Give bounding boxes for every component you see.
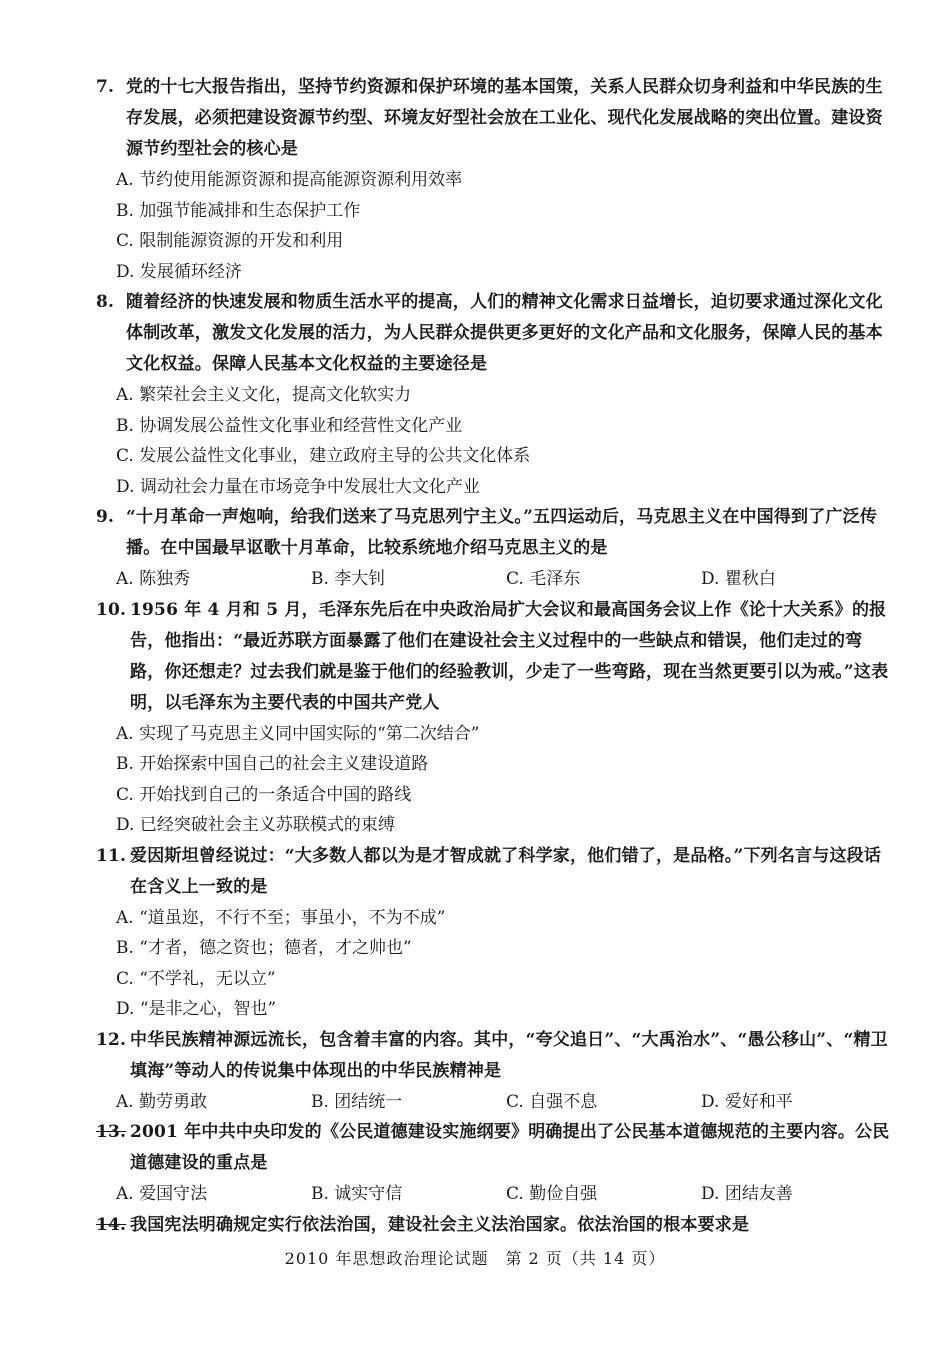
option-c[interactable]: C. 发展公益性文化事业，建立政府主导的公共文化体系 — [116, 446, 531, 466]
option-b[interactable]: B. 协调发展公益性文化事业和经营性文化产业 — [116, 415, 463, 436]
option-a[interactable]: A. 实现了马克思主义同中国实际的“第二次结合” — [116, 723, 480, 744]
page-footer: 2010 年思想政治理论试题 第 2 页（共 14 页） — [284, 1249, 666, 1268]
option-a[interactable]: A. “道虽迩，不行不至；事虽小，不为不成” — [116, 907, 446, 928]
option-c[interactable]: C. 毛泽东 — [506, 569, 581, 589]
question-text: 2001 年中共中央印发的《公民道德建设实施纲要》明确提出了公民基本道德规范的主要内容。公民道德建设的重点是 — [130, 1122, 890, 1173]
option-d[interactable]: D. 瞿秋白 — [701, 569, 776, 589]
question-12 — [96, 1025, 896, 1118]
option-list — [96, 903, 896, 1025]
option-a[interactable]: A. 节约使用能源资源和提高能源资源利用效率 — [116, 170, 463, 190]
question-number: 13. — [96, 1122, 127, 1142]
option-list — [96, 719, 896, 841]
option-b[interactable]: B. 李大钊 — [311, 569, 386, 589]
question-list — [96, 72, 896, 1241]
question-number: 12. — [96, 1029, 127, 1050]
option-b[interactable]: B. 团结统一 — [311, 1091, 403, 1112]
option-b[interactable]: B. 开始探索中国自己的社会主义建设道路 — [116, 754, 429, 774]
option-b[interactable]: B. “才者，德之资也；德者，才之帅也” — [116, 938, 412, 958]
question-text: “十月革命一声炮响，给我们送来了马克思列宁主义。”五四运动后，马克思主义在中国得到了广泛传播。在中国最早讴歌十月革命，比较系统地介绍马克思主义的是 — [126, 507, 878, 558]
option-b[interactable]: B. 诚实守信 — [311, 1184, 403, 1204]
question-13 — [96, 1117, 896, 1210]
question-14 — [96, 1210, 896, 1241]
question-text: 党的十七大报告指出，坚持节约资源和保护环境的基本国策，关系人民群众切身利益和中华民族的生存发展，必须把建设资源节约型、环境友好型社会放在工业化、现代化发展战略的突出位置。建设资源节约型社会的核心是 — [126, 77, 883, 159]
option-list — [96, 380, 896, 502]
question-stem — [96, 287, 896, 380]
question-11 — [96, 841, 896, 1025]
question-text: 爱因斯坦曾经说过：“大多数人都以为是才智成就了科学家，他们错了，是品格。”下列名言与这段话在含义上一致的是 — [130, 845, 882, 897]
question-number: 14. — [96, 1214, 127, 1235]
option-d[interactable]: D. “是非之心，智也” — [116, 999, 277, 1019]
option-d[interactable]: D. 已经突破社会主义苏联模式的束缚 — [116, 815, 395, 835]
question-number: 11. — [96, 845, 127, 866]
question-9 — [96, 502, 896, 595]
question-stem — [96, 595, 896, 719]
option-b[interactable]: B. 加强节能减排和生态保护工作 — [116, 200, 361, 221]
question-stem — [96, 1117, 896, 1179]
question-stem — [96, 502, 896, 564]
question-number: 10. — [96, 599, 127, 620]
question-text: 我国宪法明确规定实行依法治国，建设社会主义法治国家。依法治国的根本要求是 — [130, 1214, 750, 1235]
question-stem — [96, 1210, 896, 1241]
option-d[interactable]: D. 团结友善 — [701, 1184, 793, 1204]
question-7 — [96, 72, 896, 287]
question-10 — [96, 595, 896, 841]
question-stem — [96, 72, 896, 165]
option-c[interactable]: C. “不学礼，无以立” — [116, 968, 276, 989]
option-d[interactable]: D. 发展循环经济 — [116, 261, 242, 282]
option-c[interactable]: C. 开始找到自己的一条适合中国的路线 — [116, 784, 412, 805]
option-c[interactable]: C. 勤俭自强 — [506, 1184, 598, 1204]
option-d[interactable]: D. 调动社会力量在市场竞争中发展壮大文化产业 — [116, 476, 480, 497]
question-stem — [96, 1025, 896, 1087]
option-list — [96, 564, 896, 595]
option-a[interactable]: A. 爱国守法 — [116, 1184, 208, 1204]
question-stem — [96, 841, 896, 903]
option-c[interactable]: C. 限制能源资源的开发和利用 — [116, 231, 344, 251]
question-text: 随着经济的快速发展和物质生活水平的提高，人们的精神文化需求日益增长，迫切要求通过深化文化体制改革，激发文化发展的活力，为人民群众提供更多更好的文化产品和文化服务，保障人民的基本文化权益。保障人民基本文化权益的主要途径是 — [126, 292, 883, 374]
option-list — [96, 165, 896, 287]
option-a[interactable]: A. 繁荣社会主义文化，提高文化软实力 — [116, 385, 412, 405]
question-text: 中华民族精神源远流长，包含着丰富的内容。其中，“夸父追日”、“大禹治水”、“愚公移山”、“精卫填海”等动人的传说集中体现出的中华民族精神是 — [130, 1029, 888, 1081]
option-c[interactable]: C. 自强不息 — [506, 1091, 598, 1112]
question-number: 8. — [96, 292, 115, 312]
option-a[interactable]: A. 勤劳勇敢 — [116, 1091, 208, 1112]
option-a[interactable]: A. 陈独秀 — [116, 569, 191, 589]
question-number: 9. — [96, 507, 115, 527]
question-number: 7. — [96, 77, 115, 97]
option-list — [96, 1087, 896, 1118]
question-text: 1956 年 4 月和 5 月，毛泽东先后在中央政治局扩大会议和最高国务会议上作《论十大关系》的报告，他指出：“最近苏联方面暴露了他们在建设社会主义过程中的一些缺点和错误，他们走过的弯路，你还想走？过去我们就是鉴于他们的经验教训，少走了一些弯路，现在当然更要引以为戒。”这表明，以毛泽东为主要代表的中国共产党人 — [130, 599, 889, 713]
question-8 — [96, 287, 896, 502]
option-list — [96, 1179, 896, 1210]
option-d[interactable]: D. 爱好和平 — [701, 1091, 793, 1112]
